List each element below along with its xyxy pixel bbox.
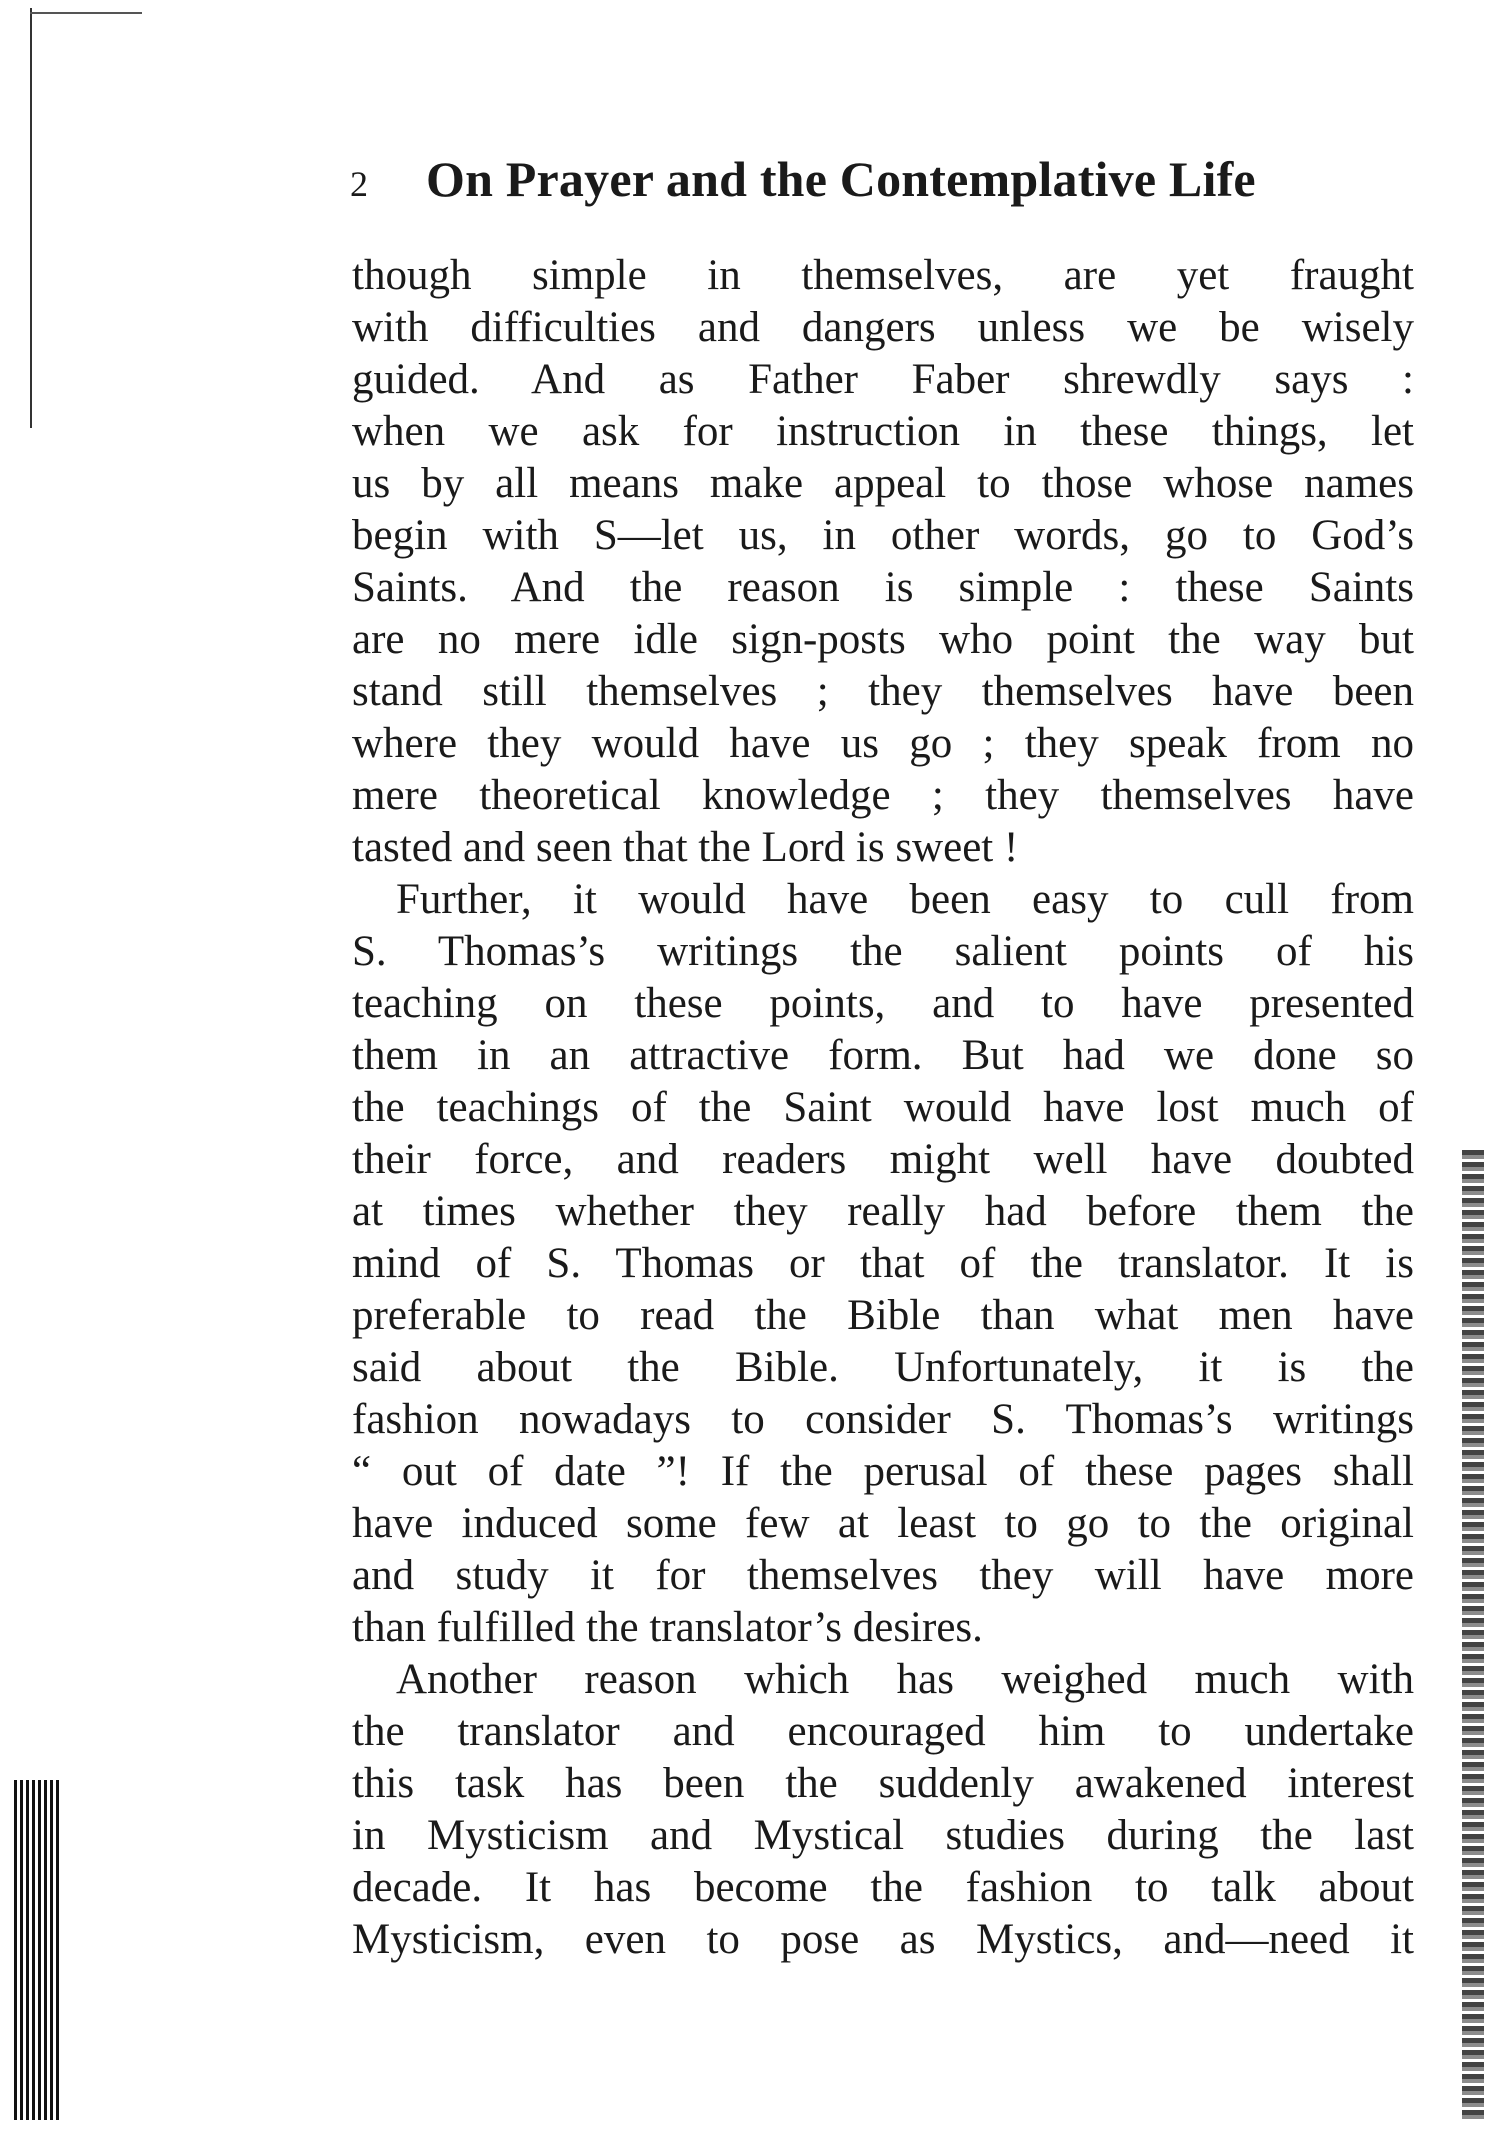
text-line: stand still themselves ; they themselves have been	[352, 668, 1414, 715]
text-line: the teachings of the Saint would have lost much of	[352, 1084, 1414, 1131]
text-line: mind of S. Thomas or that of the translator. It is	[352, 1240, 1414, 1287]
page-number: 2	[350, 164, 368, 204]
text-line: at times whether they really had before them the	[352, 1188, 1414, 1235]
text-line: where they would have us go ; they speak from no	[352, 720, 1414, 767]
text-line: decade. It has become the fashion to talk about	[352, 1864, 1414, 1911]
text-line: their force, and readers might well have doubted	[352, 1136, 1414, 1183]
text-line: Further, it would have been easy to cull from	[396, 876, 1414, 923]
text-line: and study it for themselves they will have more	[352, 1552, 1414, 1599]
text-line: in Mysticism and Mystical studies during the last	[352, 1812, 1414, 1859]
text-line: S. Thomas’s writings the salient points of his	[352, 928, 1414, 975]
page-header	[350, 150, 1350, 220]
text-line: are no mere idle sign-posts who point the way but	[352, 616, 1414, 663]
scan-binding-shadow-right	[1462, 1150, 1484, 2120]
text-line: with difficulties and dangers unless we be wisely	[352, 304, 1414, 351]
text-line: said about the Bible. Unfortunately, it is the	[352, 1344, 1414, 1391]
text-line: us by all means make appeal to those whose names	[352, 460, 1414, 507]
body-text	[352, 250, 1414, 1966]
text-line: begin with S—let us, in other words, go to God’s	[352, 512, 1414, 559]
text-line: preferable to read the Bible than what men have	[352, 1292, 1414, 1339]
scan-binding-shadow-left	[14, 1780, 62, 2120]
scan-edge-top	[30, 12, 142, 14]
text-line: tasted and seen that the Lord is sweet !	[352, 824, 1019, 871]
paragraph	[352, 250, 1414, 874]
text-line: mere theoretical knowledge ; they themselves have	[352, 772, 1414, 819]
text-line: them in an attractive form. But had we done so	[352, 1032, 1414, 1079]
text-line: have induced some few at least to go to the original	[352, 1500, 1414, 1547]
paragraph	[352, 874, 1414, 1654]
text-line: “ out of date ”! If the perusal of these pages shall	[352, 1448, 1414, 1495]
text-line: Another reason which has weighed much with	[396, 1656, 1414, 1703]
scan-edge-left	[30, 8, 32, 428]
text-line: Mysticism, even to pose as Mystics, and—need it	[352, 1916, 1414, 1963]
text-line: this task has been the suddenly awakened interest	[352, 1760, 1414, 1807]
text-line: though simple in themselves, are yet fraught	[352, 252, 1414, 299]
text-line: fashion nowadays to consider S. Thomas’s writings	[352, 1396, 1414, 1443]
running-title: On Prayer and the Contemplative Life	[426, 151, 1256, 207]
text-line: when we ask for instruction in these things, let	[352, 408, 1414, 455]
text-line: than fulfilled the translator’s desires.	[352, 1604, 983, 1651]
paragraph	[352, 1654, 1414, 1966]
text-line: Saints. And the reason is simple : these Saints	[352, 564, 1414, 611]
text-line: guided. And as Father Faber shrewdly says :	[352, 356, 1414, 403]
text-line: teaching on these points, and to have presented	[352, 980, 1414, 1027]
text-line: the translator and encouraged him to undertake	[352, 1708, 1414, 1755]
